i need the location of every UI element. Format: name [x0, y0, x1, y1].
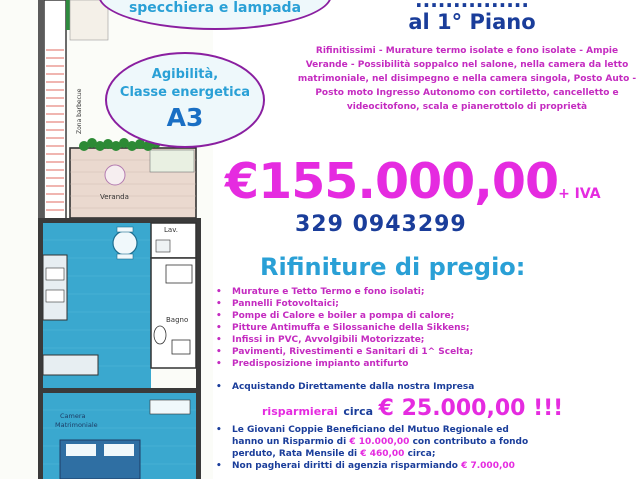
mortgage-l2-text: hanno un Risparmio di [232, 437, 347, 447]
label-bagno: Bagno [166, 316, 189, 324]
mortgage-l3-text: perduto, Rata Mensile di [232, 449, 358, 459]
wardrobe [150, 400, 190, 414]
feature-item: • Pavimenti, Rivestimenti e Sanitari di 1^ Scelta; [214, 346, 473, 358]
feature-item: • Pannelli Fotovoltaici; [214, 298, 473, 310]
feature-item: • Pitture Antimuffa e Silossaniche della Sikkens; [214, 322, 473, 334]
savings-line [262, 396, 563, 421]
title-partial: ............... [415, 0, 529, 12]
phone-number[interactable]: 329 0943299 [295, 212, 467, 237]
price [225, 153, 601, 210]
veranda-corner [150, 150, 194, 172]
features-list [214, 286, 473, 370]
label-veranda: Veranda [100, 193, 129, 201]
features-heading: Rifiniture di pregio: [260, 253, 526, 281]
price-suffix: + IVA [558, 186, 601, 202]
mortgage-l4-amount: € 7.000,00 [461, 461, 515, 471]
floor-title: al 1° Piano [408, 10, 536, 34]
mirror-lamp-text: specchiera e lampada [128, 0, 302, 16]
savings-amount: € 25.000,00 !!! [378, 396, 564, 421]
label-zona: Zona barbecue [76, 88, 83, 134]
mortgage-line-1: • Le Giovani Coppie Beneficiano del Mutuo Regionale ed [214, 424, 640, 436]
energy-class-label: Classe energetica [119, 85, 251, 100]
energy-class-badge [105, 52, 265, 148]
feature-item: • Infissi in PVC, Avvolgibili Motorizzate; [214, 334, 473, 346]
feature-item: • Pompe di Calore e boiler a pompa di calore; [214, 310, 473, 322]
dining-table [113, 231, 137, 255]
mortgage-l3-tail: circa; [407, 449, 436, 459]
price-amount: €155.000,00 [225, 153, 559, 210]
agibility-text: Agibilità, [151, 67, 219, 82]
feature-item: • Murature e Tetto Termo e fono isolati; [214, 286, 473, 298]
label-camera-1: Camera [60, 412, 86, 420]
toilet [154, 326, 166, 344]
mortgage-l2-tail: con contributo a fondo [412, 437, 529, 447]
outer-wall-left [38, 0, 44, 240]
mortgage-line-3 [214, 448, 640, 460]
mortgage-line-4 [214, 460, 640, 472]
veranda-table [105, 165, 125, 185]
savings-circa: circa [343, 405, 374, 418]
sink [172, 340, 190, 354]
direct-purchase-line: • Acquistando Direttamente dalla nostra Impresa [214, 382, 474, 392]
description: Rifinitissimi - Murature termo isolate e fono isolate - Ampie Verande - Possibilità soppalco nel salone, nella camera da letto matrimoniale, nel disimpegno e nella camera singola, Posto Auto - Posto moto Ingresso Autonomo con cortiletto, cancelletto e videocitofono, scala e pianerottolo di proprietà [297, 46, 637, 112]
stair-treads [46, 50, 64, 210]
wall-bedroom [38, 388, 201, 393]
label-lav: Lav. [164, 226, 179, 234]
mortgage-l2-amount: € 10.000,00 [349, 437, 410, 447]
sofa [43, 355, 98, 375]
mortgage-info [214, 424, 640, 472]
savings-label: risparmierai [262, 405, 338, 418]
bathtub [166, 265, 192, 283]
mortgage-line-2 [214, 436, 640, 448]
kitchen-counter [43, 255, 67, 320]
feature-item: • Predisposizione impianto antifurto [214, 358, 473, 370]
green-strip [66, 0, 70, 30]
energy-class-value: A3 [166, 103, 204, 132]
mortgage-l3-amount: € 460,00 [360, 449, 405, 459]
mortgage-l4-text: Non pagherai diritti di agenzia risparmiando [232, 461, 458, 471]
wall-left [38, 218, 43, 479]
label-camera-2: Matrimoniale [55, 421, 98, 429]
